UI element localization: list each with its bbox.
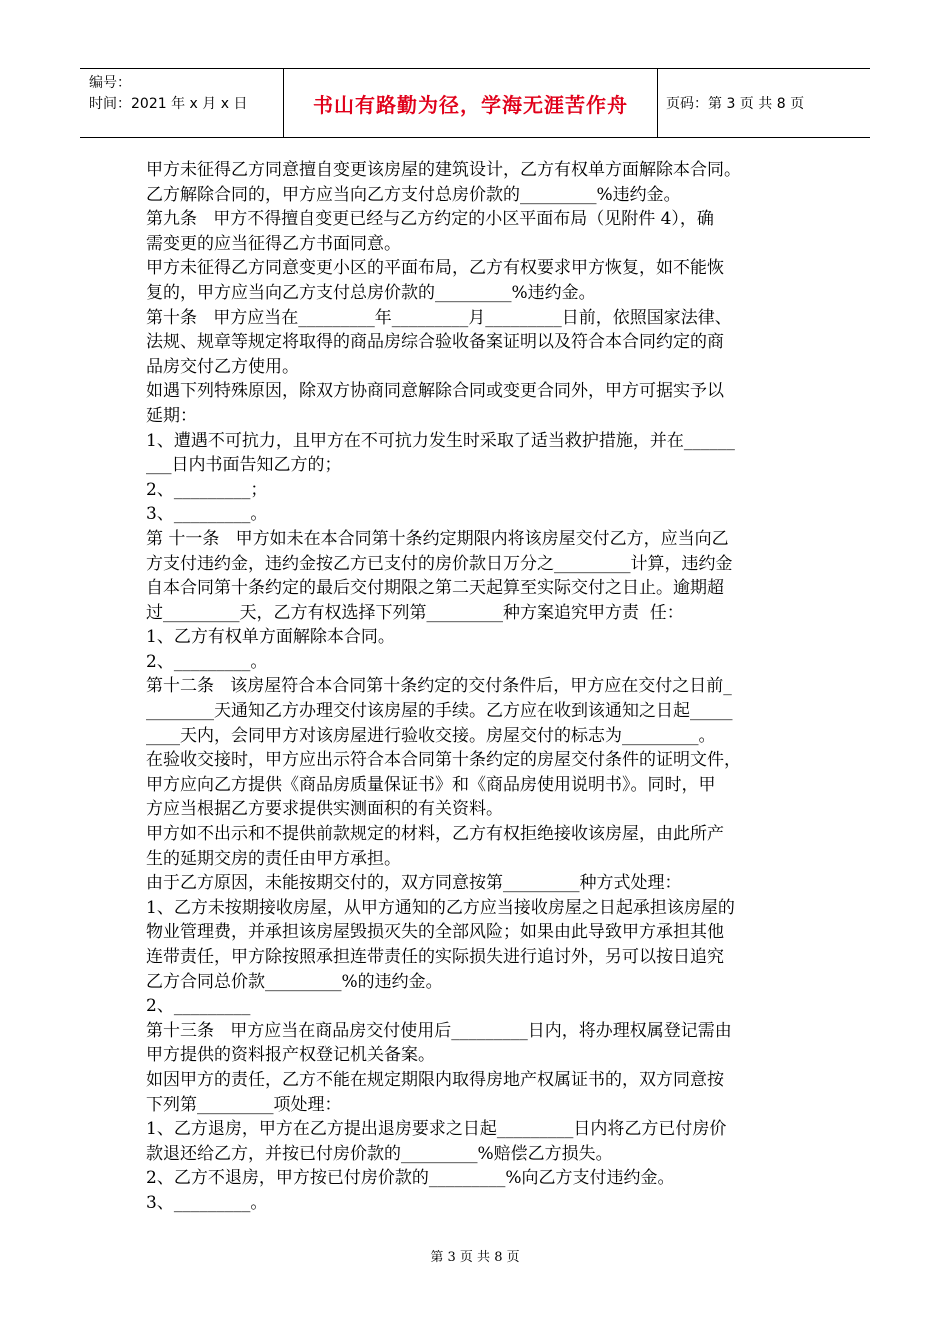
document-body [146,158,816,1216]
serial-label: 编号： [89,75,131,91]
page-footer: 第 3 页 共 8 页 [430,1250,520,1265]
body-line: 生的延期交房的责任由甲方承担。 [146,848,401,869]
body-line: 第十条 甲方应当在_________年_________月_________日前，依照国家法律、 [146,307,732,328]
page-header [80,68,870,138]
body-line: 物业管理费，并承担该房屋毁损灭失的全部风险；如果由此导致甲方承担其他 [146,922,724,943]
body-line: 方应当根据乙方要求提供实测面积的有关资料。 [146,799,503,820]
header-meta [80,69,284,137]
body-line: 2、_________ [146,996,251,1017]
body-line: 第十二条 该房屋符合本合同第十条约定的交付条件后，甲方应在交付之日前_ [146,676,732,697]
body-line: 连带责任，甲方除按照承担连带责任的实际损失进行追讨外，另可以按日追究 [146,947,724,967]
header-motto-cell [284,69,658,137]
body-line: 2、_________； [146,479,268,500]
body-line: 甲方如不出示和不提供前款规定的材料，乙方有权拒绝接收该房屋，由此所产 [146,824,724,845]
body-line: 法规、规章等规定将取得的商品房综合验收备案证明以及符合本合同约定的商 [146,332,724,353]
header-page-code: 页码：第 3 页 共 8 页 [666,96,805,112]
body-line: 需变更的应当征得乙方书面同意。 [146,233,401,254]
body-line: 下列第_________项处理： [146,1094,342,1115]
body-line: 3、_________。 [146,504,268,525]
header-motto: 书山有路勤为径，学海无涯苦作舟 [313,92,628,117]
body-line: 复的，甲方应当向乙方支付总房价款的_________%违约金。 [146,282,596,303]
body-line: 款退还给乙方，并按已付房价款的_________%赔偿乙方损失。 [146,1143,613,1164]
body-line: 1、乙方退房，甲方在乙方提出退房要求之日起_________日内将乙方已付房价 [146,1119,727,1140]
header-page-cell [658,69,870,137]
body-line: 1、遭遇不可抗力，且甲方在不可抗力发生时采取了适当救护措施，并在______ [146,430,735,451]
body-line: 3、_________。 [146,1192,268,1213]
body-line: 甲方应向乙方提供《商品房质量保证书》和《商品房使用说明书》。同时，甲 [146,774,716,795]
body-line: ____天内，会同甲方对该房屋进行验收交接。房屋交付的标志为_________。 [146,725,716,746]
body-line: 1、乙方有权单方面解除本合同。 [146,627,395,648]
body-line: 乙方解除合同的，甲方应当向乙方支付总房价款的_________%违约金。 [146,184,681,205]
body-line: 第 十一条 甲方如未在本合同第十条约定期限内将该房屋交付乙方，应当向乙 [146,528,729,549]
body-line: 延期： [146,405,197,426]
body-line: 乙方合同总价款_________%的违约金。 [146,971,443,992]
body-line: 甲方未征得乙方同意变更小区的平面布局，乙方有权要求甲方恢复，如不能恢 [146,258,724,279]
body-line: 2、乙方不退房，甲方按已付房价款的_________%向乙方支付违约金。 [146,1168,675,1189]
body-line: 甲方提供的资料报产权登记机关备案。 [146,1045,435,1066]
body-line: ________天通知乙方办理交付该房屋的手续。乙方应在收到该通知之日起_____ [146,701,733,722]
body-line: 方支付违约金，违约金按乙方已支付的房价款日万分之_________计算，违约金 [146,553,733,574]
body-line: 品房交付乙方使用。 [146,356,299,377]
body-line: 第十三条 甲方应当在商品房交付使用后_________日内，将办理权属登记需由 [146,1020,732,1041]
body-line: 在验收交接时，甲方应出示符合本合同第十条约定的房屋交付条件的证明文件， [146,750,741,771]
body-line: 自本合同第十条约定的最后交付期限之第二天起算至实际交付之日止。逾期超 [146,578,724,599]
body-line: ___日内书面告知乙方的； [146,455,342,476]
body-line: 甲方未征得乙方同意擅自变更该房屋的建筑设计，乙方有权单方面解除本合同。 [146,160,741,180]
body-line: 1、乙方未按期接收房屋，从甲方通知的乙方应当接收房屋之日起承担该房屋的 [146,897,735,918]
body-line: 第九条 甲方不得擅自变更已经与乙方约定的小区平面布局（见附件 4），确 [146,209,714,230]
body-line: 过_________天，乙方有权选择下列第_________种方案追究甲方责 任： [146,602,684,623]
body-line: 2、_________。 [146,651,268,672]
body-line: 如遇下列特殊原因，除双方协商同意解除合同或变更合同外，甲方可据实予以 [146,381,724,402]
body-line: 由于乙方原因，未能按期交付的，双方同意按第_________种方式处理： [146,873,682,894]
body-line: 如因甲方的责任，乙方不能在规定期限内取得房地产权属证书的，双方同意按 [146,1069,724,1090]
date-label: 时间：2021 年 x 月 x 日 [89,96,248,112]
